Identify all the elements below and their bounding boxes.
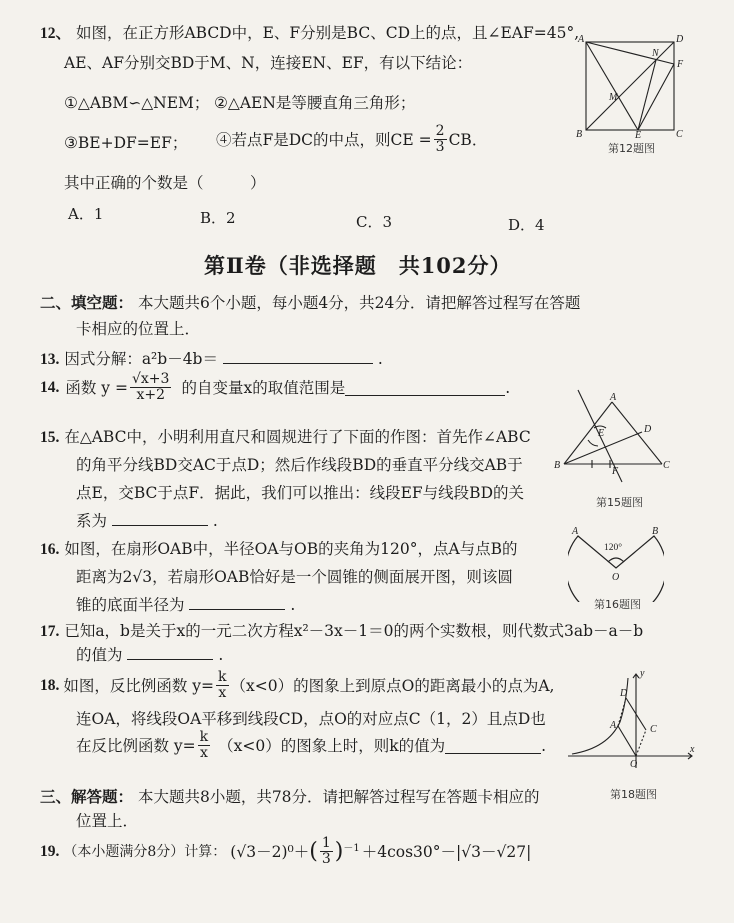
q14-num: √x+3 [131, 371, 170, 387]
q12-c4-post: CB． [448, 130, 488, 149]
q18-end: . [541, 736, 547, 755]
q12-label-a: A [578, 34, 585, 45]
q18-dash-ad [618, 698, 626, 726]
q14-post: 的自变量x的取值范围是 [181, 378, 346, 397]
q15-label-d: D [644, 424, 652, 435]
q12-caption: 第12题图 [608, 142, 655, 155]
q12-c4-den: 3 [435, 139, 445, 155]
q16-figure [568, 522, 664, 602]
q12-c4-num: 2 [435, 123, 445, 139]
q15-line4 [76, 510, 218, 532]
q15-label-b: B [554, 460, 561, 471]
fill-instructions-2: 卡相应的位置上． [76, 320, 201, 338]
q15-label-e: E [598, 428, 605, 439]
q15-arc-2 [588, 440, 598, 446]
q13-end: . [377, 350, 383, 368]
q18-k-2: k [199, 729, 209, 745]
q14-number: 14. [40, 378, 60, 396]
q12-conclusion-2: ②△AEN是等腰直角三角形； [214, 94, 416, 112]
q18-pre-1: 如图，反比例函数 y= [63, 676, 215, 695]
q12-c4-fraction [434, 124, 447, 155]
q15-text-4: 系为 [76, 512, 108, 530]
q15-line1 [40, 426, 531, 449]
q16-caption: 第16题图 [594, 598, 641, 611]
q16-angle-label: 120° [604, 543, 623, 553]
q16-line1 [40, 538, 518, 561]
q18-fraction-2 [198, 730, 210, 761]
q17-line1 [40, 620, 643, 643]
q15-number: 15. [40, 429, 60, 446]
q16-text-1: 如图，在扇形OAB中，半径OA与OB的夹角为120°，点A与点B的 [64, 540, 518, 558]
q15-caption: 第15题图 [596, 496, 643, 509]
q18-dash-oc [636, 730, 646, 756]
q19-number: 19. [40, 842, 60, 860]
q15-label-c: C [663, 460, 670, 471]
q12-ask: 其中正确的个数是（ ） [64, 174, 266, 192]
q18-label-o: O [630, 759, 638, 770]
q12-label-e: E [635, 130, 642, 138]
q12-label-n: N [652, 48, 659, 59]
q12-conclusion-3: ③BE+DF=EF； [64, 134, 188, 152]
answer-instructions: 本大题共8小题，共78分．请把解答过程写在答题卡相应的 [137, 788, 540, 806]
q12-conclusion-4 [216, 124, 487, 155]
answer-heading: 三、解答题： [40, 787, 134, 806]
q19-fraction [320, 836, 333, 867]
q15-label-a: A [610, 392, 617, 403]
q19-exponent: －1 [343, 843, 360, 854]
q12-line1 [40, 22, 579, 45]
q14-answer-blank[interactable] [345, 379, 505, 396]
q12-figure [576, 34, 686, 138]
fill-heading-line1 [40, 292, 580, 314]
q17-end: . [218, 646, 224, 664]
q16-answer-blank[interactable] [189, 609, 285, 610]
q16-angle-arc [608, 558, 624, 562]
q15-text-3: 点E，交BC于点F．据此，我们可以推出：线段EF与线段BD的关 [76, 484, 524, 502]
q15-end: . [212, 512, 218, 530]
q18-answer-blank[interactable] [445, 737, 541, 754]
q16-label-a: A [572, 526, 579, 537]
q16-label-o: O [612, 572, 620, 583]
q12-option-a: A．1 [68, 205, 104, 223]
q15-text-1: 在△ABC中，小明利用直尺和圆规进行了下面的作图：首先作∠ABC [64, 428, 531, 446]
q18-segment-oa [618, 726, 636, 756]
q17-text-2: 的值为 [76, 646, 123, 664]
q19-paren-close: ) [334, 838, 344, 864]
q12-option-c: C．3 [356, 213, 393, 231]
q16-line3 [76, 594, 295, 616]
q12-line-ef [638, 64, 674, 130]
q18-pre-3: 在反比例函数 y= [76, 736, 196, 755]
q18-line3 [76, 730, 546, 761]
q14-fraction [130, 372, 171, 403]
q15-side-ac [612, 402, 662, 464]
q14-den: x+2 [136, 387, 165, 403]
q14 [40, 372, 510, 403]
section2-title: 第Ⅱ卷（非选择题 共102分） [204, 253, 512, 278]
q18-post-1: （x<0）的图象上到原点O的距离最小的点为A, [230, 676, 555, 695]
q19-expr1: (√3－2)⁰＋ [230, 842, 310, 861]
q17-line2 [76, 644, 223, 666]
q18-number: 18. [40, 676, 60, 694]
q14-end: . [505, 378, 511, 397]
q12-label-f: F [677, 59, 684, 70]
q16-number: 16. [40, 541, 60, 558]
q18-label-x: x [690, 744, 695, 755]
q12-label-b: B [576, 129, 583, 138]
q16-label-b: B [652, 526, 659, 537]
q18-fraction-1 [216, 670, 228, 701]
q18-figure [564, 668, 698, 772]
answer-instructions-2: 位置上． [76, 812, 139, 830]
q12-c4-pre: ④若点F是DC的中点，则CE = [216, 130, 432, 149]
q17-number: 17. [40, 623, 60, 640]
q12-label-m: M [609, 92, 618, 103]
q18-label-a: A [610, 720, 617, 731]
q12-label-c: C [676, 129, 683, 138]
q12-line2: AE、AF分别交BD于M、N，连接EN、EF，有以下结论： [64, 54, 473, 72]
q18-line1 [40, 670, 554, 701]
q15-figure [552, 388, 672, 484]
q13 [40, 348, 383, 371]
q19-expr2: ＋4cos30°－|√3－√27| [361, 842, 532, 861]
q14-pre: 函数 y = [65, 378, 128, 397]
q12-text-line1: 如图，在正方形ABCD中，E、F分别是BC、CD上的点，且∠EAF=45°, [75, 24, 580, 42]
q19 [40, 836, 531, 867]
q17-text-1: 已知a，b是关于x的一元二次方程x²－3x－1＝0的两个实数根，则代数式3ab－a－b [64, 622, 644, 640]
answer-heading-line1 [40, 786, 540, 808]
fill-instructions: 本大题共6个小题，每小题4分，共24分．请把解答过程写在答题 [137, 294, 581, 312]
q19-frac-num: 1 [321, 835, 331, 851]
q18-label-c: C [650, 724, 657, 735]
q15-answer-blank[interactable] [112, 525, 208, 526]
q12-option-d: D．4 [508, 216, 545, 234]
fill-heading: 二、填空题： [40, 293, 134, 312]
q18-x-2: x [199, 745, 208, 761]
q12-conclusion-1: ①△ABM∽△NEM； [64, 94, 210, 112]
q19-paren-open: ( [309, 838, 318, 864]
q12-label-d: D [676, 34, 684, 45]
q17-answer-blank[interactable] [127, 659, 213, 660]
q12-option-b: B．2 [200, 209, 236, 227]
q18-k-1: k [218, 669, 227, 685]
q18-post-3: （x<0）的图象上时，则k的值为 [218, 736, 446, 755]
q19-text: （本小题满分8分）计算： [63, 843, 227, 860]
q12-line-af [586, 42, 674, 64]
q16-text-3: 锥的底面半径为 [76, 596, 185, 614]
q18-text-2: 连OA，将线段OA平移到线段CD，点O的对应点C（1，2）且点D也 [76, 710, 546, 728]
q18-caption: 第18题图 [610, 788, 657, 801]
q13-number: 13. [40, 351, 60, 368]
q15-label-f: F [612, 466, 619, 477]
q16-text-2: 距离为2√3，若扇形OAB恰好是一个圆锥的侧面展开图，则该圆 [76, 568, 513, 586]
q18-label-y: y [640, 668, 645, 679]
q16-end: . [290, 596, 296, 614]
q13-text: 因式分解：a²b－4b＝ [64, 350, 218, 368]
q15-text-2: 的角平分线BD交AC于点D；然后作线段BD的垂直平分线交AB于 [76, 456, 523, 474]
q12-number: 12、 [40, 25, 72, 42]
q12-line-en [638, 60, 656, 130]
q19-frac-den: 3 [321, 851, 331, 867]
q18-label-d: D [620, 688, 628, 699]
q13-answer-blank[interactable] [223, 363, 373, 364]
q18-x-1: x [218, 685, 227, 701]
